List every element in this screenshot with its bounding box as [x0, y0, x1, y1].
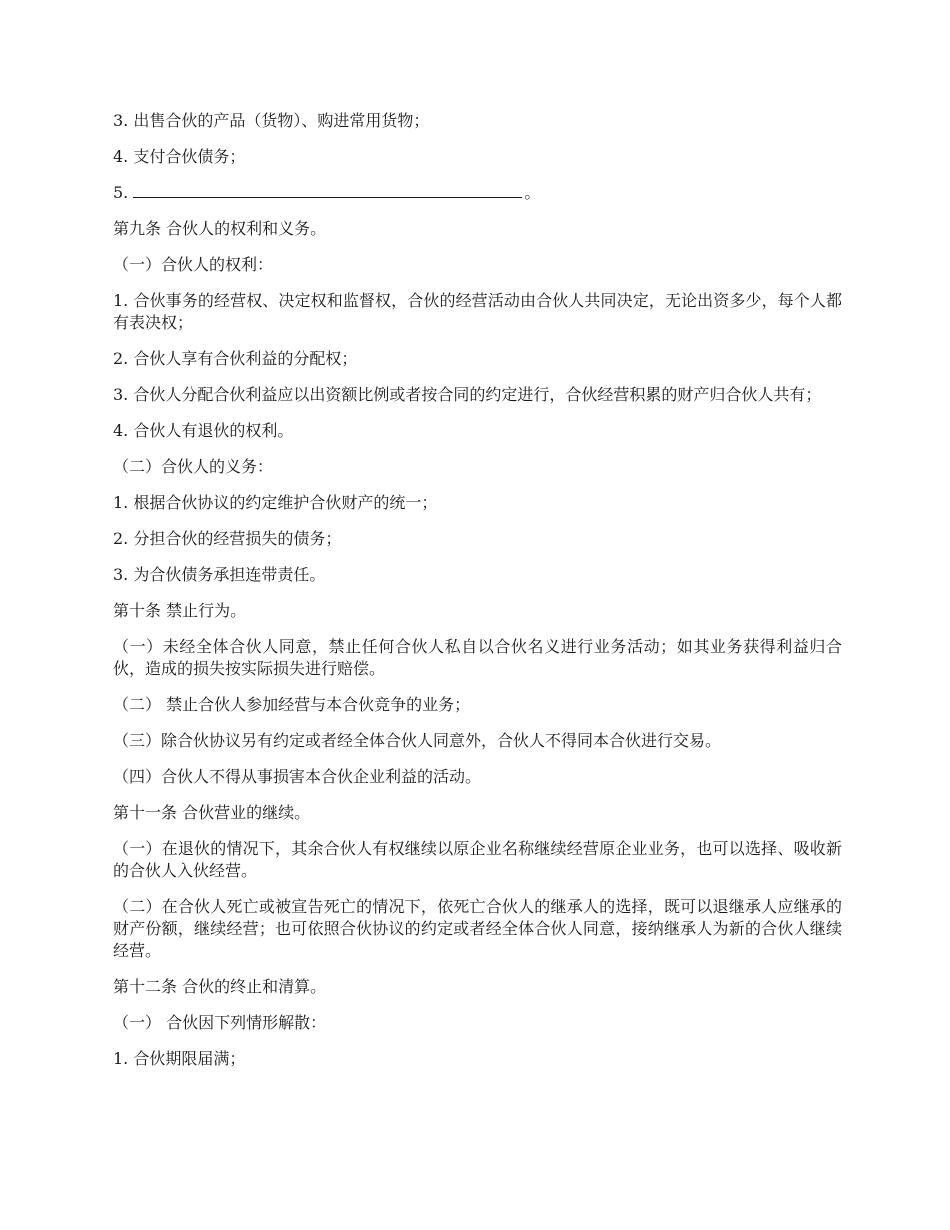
dissolution-subheading: （一） 合伙因下列情形解散： [113, 1013, 327, 1032]
right-item-2: 2. 合伙人享有合伙利益的分配权； [113, 349, 358, 368]
item-blank-prefix: 5. [113, 183, 134, 202]
article-9-heading: 第九条 合伙人的权利和义务。 [113, 219, 327, 238]
right-item-1: 1. 合伙事务的经营权、决定权和监督权，合伙的经营活动由合伙人共同决定，无论出资多少，每个人都有表决权； [113, 291, 842, 332]
prohibition-item-2: （二） 禁止合伙人参加经营与本合伙竞争的业务； [113, 695, 471, 714]
prohibition-item-3: （三）除合伙协议另有约定或者经全体合伙人同意外，合伙人不得同本合伙进行交易。 [113, 731, 722, 750]
article-11-heading: 第十一条 合伙营业的继续。 [113, 803, 311, 822]
fill-in-blank-line [133, 182, 522, 198]
obligation-item-1: 1. 根据合伙协议的约定维护合伙财产的统一； [113, 493, 438, 512]
continuation-item-2: （二）在合伙人死亡或被宣告死亡的情况下，依死亡合伙人的继承人的选择，既可以退继承人应继承的财产份额，继续经营；也可依照合伙协议的约定或者经全体合伙人同意，接纳继承人为新的合伙人继续经营。 [113, 897, 842, 960]
prohibition-item-4: （四）合伙人不得从事损害本合伙企业利益的活动。 [113, 767, 482, 786]
item-blank-suffix: 。 [524, 183, 541, 202]
right-item-4: 4. 合伙人有退伙的权利。 [113, 421, 294, 440]
obligation-item-2: 2. 分担合伙的经营损失的债务； [113, 529, 342, 548]
right-item-3: 3. 合伙人分配合伙利益应以出资额比例或者按合同的约定进行，合伙经营积累的财产归合伙人共有； [113, 385, 822, 404]
prohibition-item-1: （一）未经全体合伙人同意，禁止任何合伙人私自以合伙名义进行业务活动；如其业务获得利益归合伙，造成的损失按实际损失进行赔偿。 [113, 637, 842, 678]
article-12-heading: 第十二条 合伙的终止和清算。 [113, 977, 327, 996]
item-blank-fill [113, 182, 842, 204]
item-pay-debts: 4. 支付合伙债务； [113, 147, 246, 166]
continuation-item-1: （一）在退伙的情况下，其余合伙人有权继续以原企业名称继续经营原企业业务，也可以选择、吸收新的合伙人入伙经营。 [113, 839, 842, 880]
article-10-heading: 第十条 禁止行为。 [113, 601, 247, 620]
item-sell-goods: 3. 出售合伙的产品（货物）、购进常用货物； [113, 111, 430, 130]
obligation-item-3: 3. 为合伙债务承担连带责任。 [113, 565, 326, 584]
section-obligations-heading: （二）合伙人的义务： [113, 457, 274, 476]
dissolution-item-1: 1. 合伙期限届满； [113, 1049, 246, 1068]
section-rights-heading: （一）合伙人的权利： [113, 255, 274, 274]
